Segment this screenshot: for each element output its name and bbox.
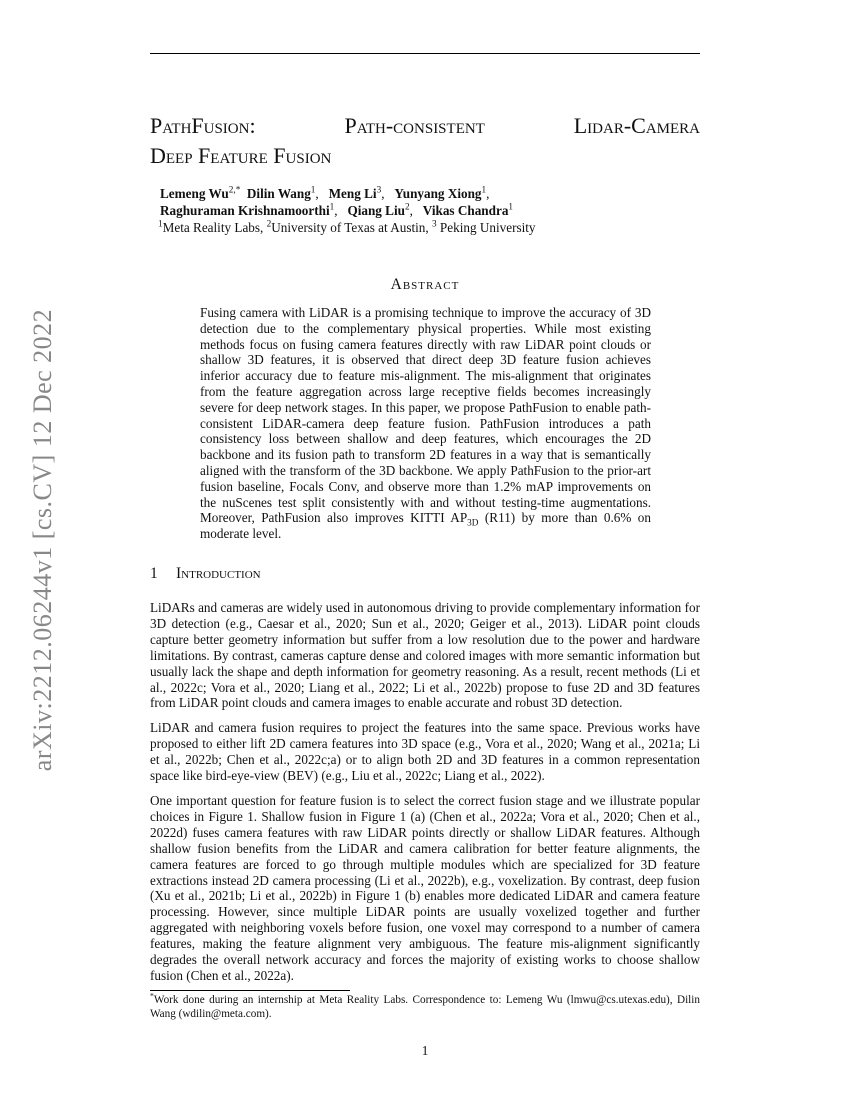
author-name: Yunyang Xiong <box>394 186 482 201</box>
abstract-text: inferior accuracy due to feature mis-alignment. The mis-alignment that originates <box>200 368 651 384</box>
footnote-text: Work done during an internship at Meta Reality Labs. Correspondence to: Lemeng Wu (lmwu@cs.utexas.edu), Dilin Wang (wdilin@meta.com). <box>150 994 700 1020</box>
paper-title <box>150 111 700 171</box>
abstract-text: Fusing camera with LiDAR is a promising technique to improve the accuracy of <box>200 305 631 320</box>
author-block <box>160 185 536 236</box>
author-name: Dilin Wang <box>246 186 311 201</box>
abstract-kitti-sub: 3D <box>467 518 479 528</box>
section-number: 1 <box>150 565 158 582</box>
paragraph: LiDARs and cameras are widely used in autonomous driving to provide complementary information for 3D detection (e.g., Caesar et al., 2020; Sun et al., 2020; Geiger et al., 2013). LiDAR point clouds capture better geometry information but suffer from a low resolution due to the power and hardware limitations. By contrast, cameras capture dense and colored images with more semantic information but usually lack the shape and depth information for geometry reasoning. As a result, recent methods (Li et al., 2022c; Vora et al., 2020; Liang et al., 2022; Li et al., 2022b) propose to fuse 2D and 3D features from LiDAR point clouds and camera images to enable accurate and robust 3D detection. <box>150 600 700 711</box>
author-line-1: Lemeng $Wu^{2,*}$ Dilin Wang$^1$, Meng Li$^3$, Yunyang Xiong$^1$, <box>160 184 490 201</box>
title-line-2: Deep Feature Fusion <box>150 143 332 168</box>
author-sup: 1 <box>508 201 514 212</box>
affil-text: University of Texas at Austin, <box>271 220 429 235</box>
author-sup: 2 <box>404 201 410 212</box>
section-heading <box>150 565 261 583</box>
abstract-text: severe for deep network stages. In this paper, we propose PathFusion to enable <box>200 399 621 415</box>
title-word-3: Lidar-Camera <box>573 113 700 138</box>
abstract-text: path-consistent LiDAR-camera deep feature fusion. PathFusion introduces a path <box>200 399 652 431</box>
author-name: Meng Li <box>328 186 377 201</box>
affil-text: Meta Reality Labs, <box>162 220 264 235</box>
affil-text: Peking University <box>439 220 536 235</box>
author-sup: 2,* <box>228 184 241 195</box>
title-word-2: Path-consistent <box>344 113 485 138</box>
footnote-rule <box>150 990 350 991</box>
page-number: 1 <box>421 1043 429 1058</box>
abstract-text: aligned with the transform of the 3D backbone. We apply PathFusion to the prior- <box>200 462 638 478</box>
arxiv-id-text: arXiv:2212.06244v1 [cs.CV] 12 Dec 2022 <box>28 308 57 772</box>
section-title: Introduction <box>176 565 261 582</box>
affil-sup: 3 <box>432 218 437 229</box>
abstract-kitti-after: (R11) by more than 0.6% on <box>478 510 651 526</box>
author-sup: 1 <box>481 184 487 195</box>
abstract-text: backbone and its fusion path to transform 2D features in a way that is semantically <box>200 447 651 463</box>
abstract-text: art fusion baseline, Focals Conv, and observe more than 1.2% mAP improvements <box>200 462 651 494</box>
abstract-text: on the nuScenes test split consistently with and without testing-time augmentations. <box>200 478 652 510</box>
abstract-text: methods focus on fusing camera features directly with raw LiDAR point clouds <box>200 336 636 352</box>
author-name: Vikas Chandra <box>422 203 509 218</box>
intro-body <box>150 600 700 993</box>
abstract-text: or shallow 3D features, it is observed that direct deep 3D feature fusion achieves <box>200 336 652 368</box>
affiliations <box>158 219 536 236</box>
arxiv-sidebar-id <box>28 290 57 790</box>
affil-sup: 2 <box>266 218 272 229</box>
author-name: Lemeng Wu <box>160 186 229 201</box>
author-sup: 3 <box>376 184 382 195</box>
abstract-text: from the feature aggregation across large receptive fields becomes increasingly <box>200 383 651 399</box>
abstract-body <box>200 305 651 542</box>
abstract-kitti-text: Moreover, PathFusion also improves KITTI AP <box>200 510 468 526</box>
abstract-heading: Abstract <box>390 276 460 293</box>
author-sup: 1 <box>310 184 316 195</box>
abstract-text: consistency loss between shallow and deep features, which encourages the 2D <box>200 431 651 447</box>
abstract-last-line: moderate level. <box>200 526 282 542</box>
author-name: Qiang Liu <box>347 203 405 218</box>
footnote <box>150 993 700 1021</box>
footnote-mark: * <box>150 991 154 1001</box>
paragraph: One important question for feature fusion is to select the correct fusion stage and we illustrate popular choices in Figure 1. Shallow fusion in Figure 1 (a) (Chen et al., 2022a; Vora et al., 2020; Chen et al., 2022d) fuses camera features with raw LiDAR points directly or shallow LiDAR features. Although shallow fusion benefits from the LiDAR and camera calibration for better feature alignments, the camera features are forced to go through multiple modules which are specialized for 3D feature extractions instead 2D camera processing (Li et al., 2022b), e.g., voxelization. By contrast, deep fusion (Xu et al., 2021b; Li et al., 2022b) in Figure 1 (b) enables more dedicated LiDAR and camera feature processing. However, since multiple LiDAR points are usually voxelized together and further aggregated with neighboring voxels before fusion, one voxel may correspond to a number of camera features, making the feature alignment very ambiguous. The feature mis-alignment significantly degrades the overall network accuracy and forces the majority of existing works to choose shallow fusion (Chen et al., 2022a). <box>150 792 700 983</box>
paragraph: LiDAR and camera fusion requires to project the features into the same space. Previous works have proposed to either lift 2D camera features into 3D space (e.g., Vora et al., 2020; Wang et al., 2021a; Li et al., 2022b; Chen et al., 2022c;a) or to align both 2D and 3D features in a common representation space like bird-eye-view (BEV) (e.g., Liu et al., 2022c; Liang et al., 2022). <box>150 720 700 784</box>
author-line-2: Raghuraman Krishnamoorthi$^1$, Qiang Liu$^2$, Vikas Chandra$^1$ <box>160 201 514 218</box>
affil-sup: 1 <box>158 218 163 229</box>
author-name: Raghuraman Krishnamoorthi <box>160 203 330 218</box>
top-rule <box>150 53 700 54</box>
author-sup: 1 <box>329 201 335 212</box>
abstract-text: 3D detection due to the complementary physical properties. While most existing <box>200 305 651 336</box>
title-word-1: PathFusion: <box>150 113 256 138</box>
